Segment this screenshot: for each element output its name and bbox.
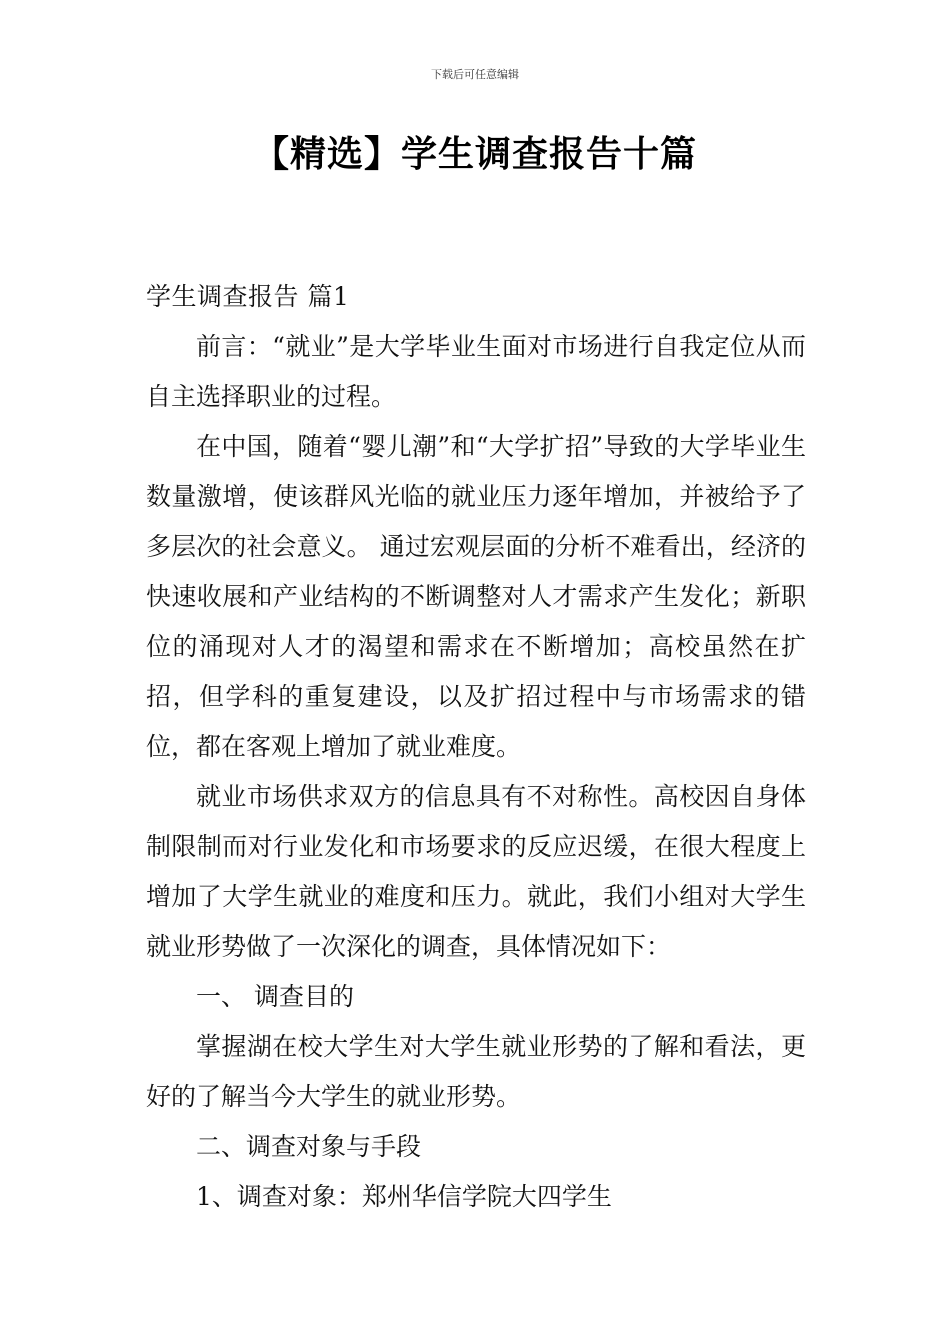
- heading-subjects-methods: 二、调查对象与手段: [196, 1132, 422, 1161]
- paragraph-purpose: 掌握湖在校大学生对大学生就业形势的了解和看法，更好的了解当今大学生的就业形势。: [146, 1032, 806, 1111]
- heading-purpose: 一、 调查目的: [196, 982, 354, 1011]
- document-title: 【精选】学生调查报告十篇: [252, 133, 697, 175]
- paragraph-market-info: 就业市场供求双方的信息具有不对称性。高校因自身体制限制而对行业发化和市场要求的反应迟缓，在很大程度上增加了大学生就业的难度和压力。就此，我们小组对大学生就业形势做了一次深化的调查，具体情况如下：: [146, 782, 806, 961]
- paragraph-background: 在中国，随着“婴儿潮”和“大学扩招”导致的大学毕业生数量激增，使该群风光临的就业压力逐年增加，并被给予了多层次的社会意义。 通过宏观层面的分析不难看出，经济的快速收展和产业结构的不断调整对人才需求产生发化；新职位的涌现对人才的渴望和需求在不断增加；高校虽然在扩招，但学科的重复建设，以及扩招过程中与市场需求的错位，都在客观上增加了就业难度。: [146, 432, 806, 761]
- paragraph-subjects: 1、调查对象：郑州华信学院大四学生: [196, 1182, 612, 1211]
- header-note: 下载后可任意编辑: [431, 68, 519, 81]
- section-heading: 学生调查报告 篇1: [146, 282, 350, 311]
- paragraph-preface: 前言：“就业”是大学毕业生面对市场进行自我定位从而自主选择职业的过程。: [146, 332, 806, 411]
- document-body: [146, 272, 806, 1222]
